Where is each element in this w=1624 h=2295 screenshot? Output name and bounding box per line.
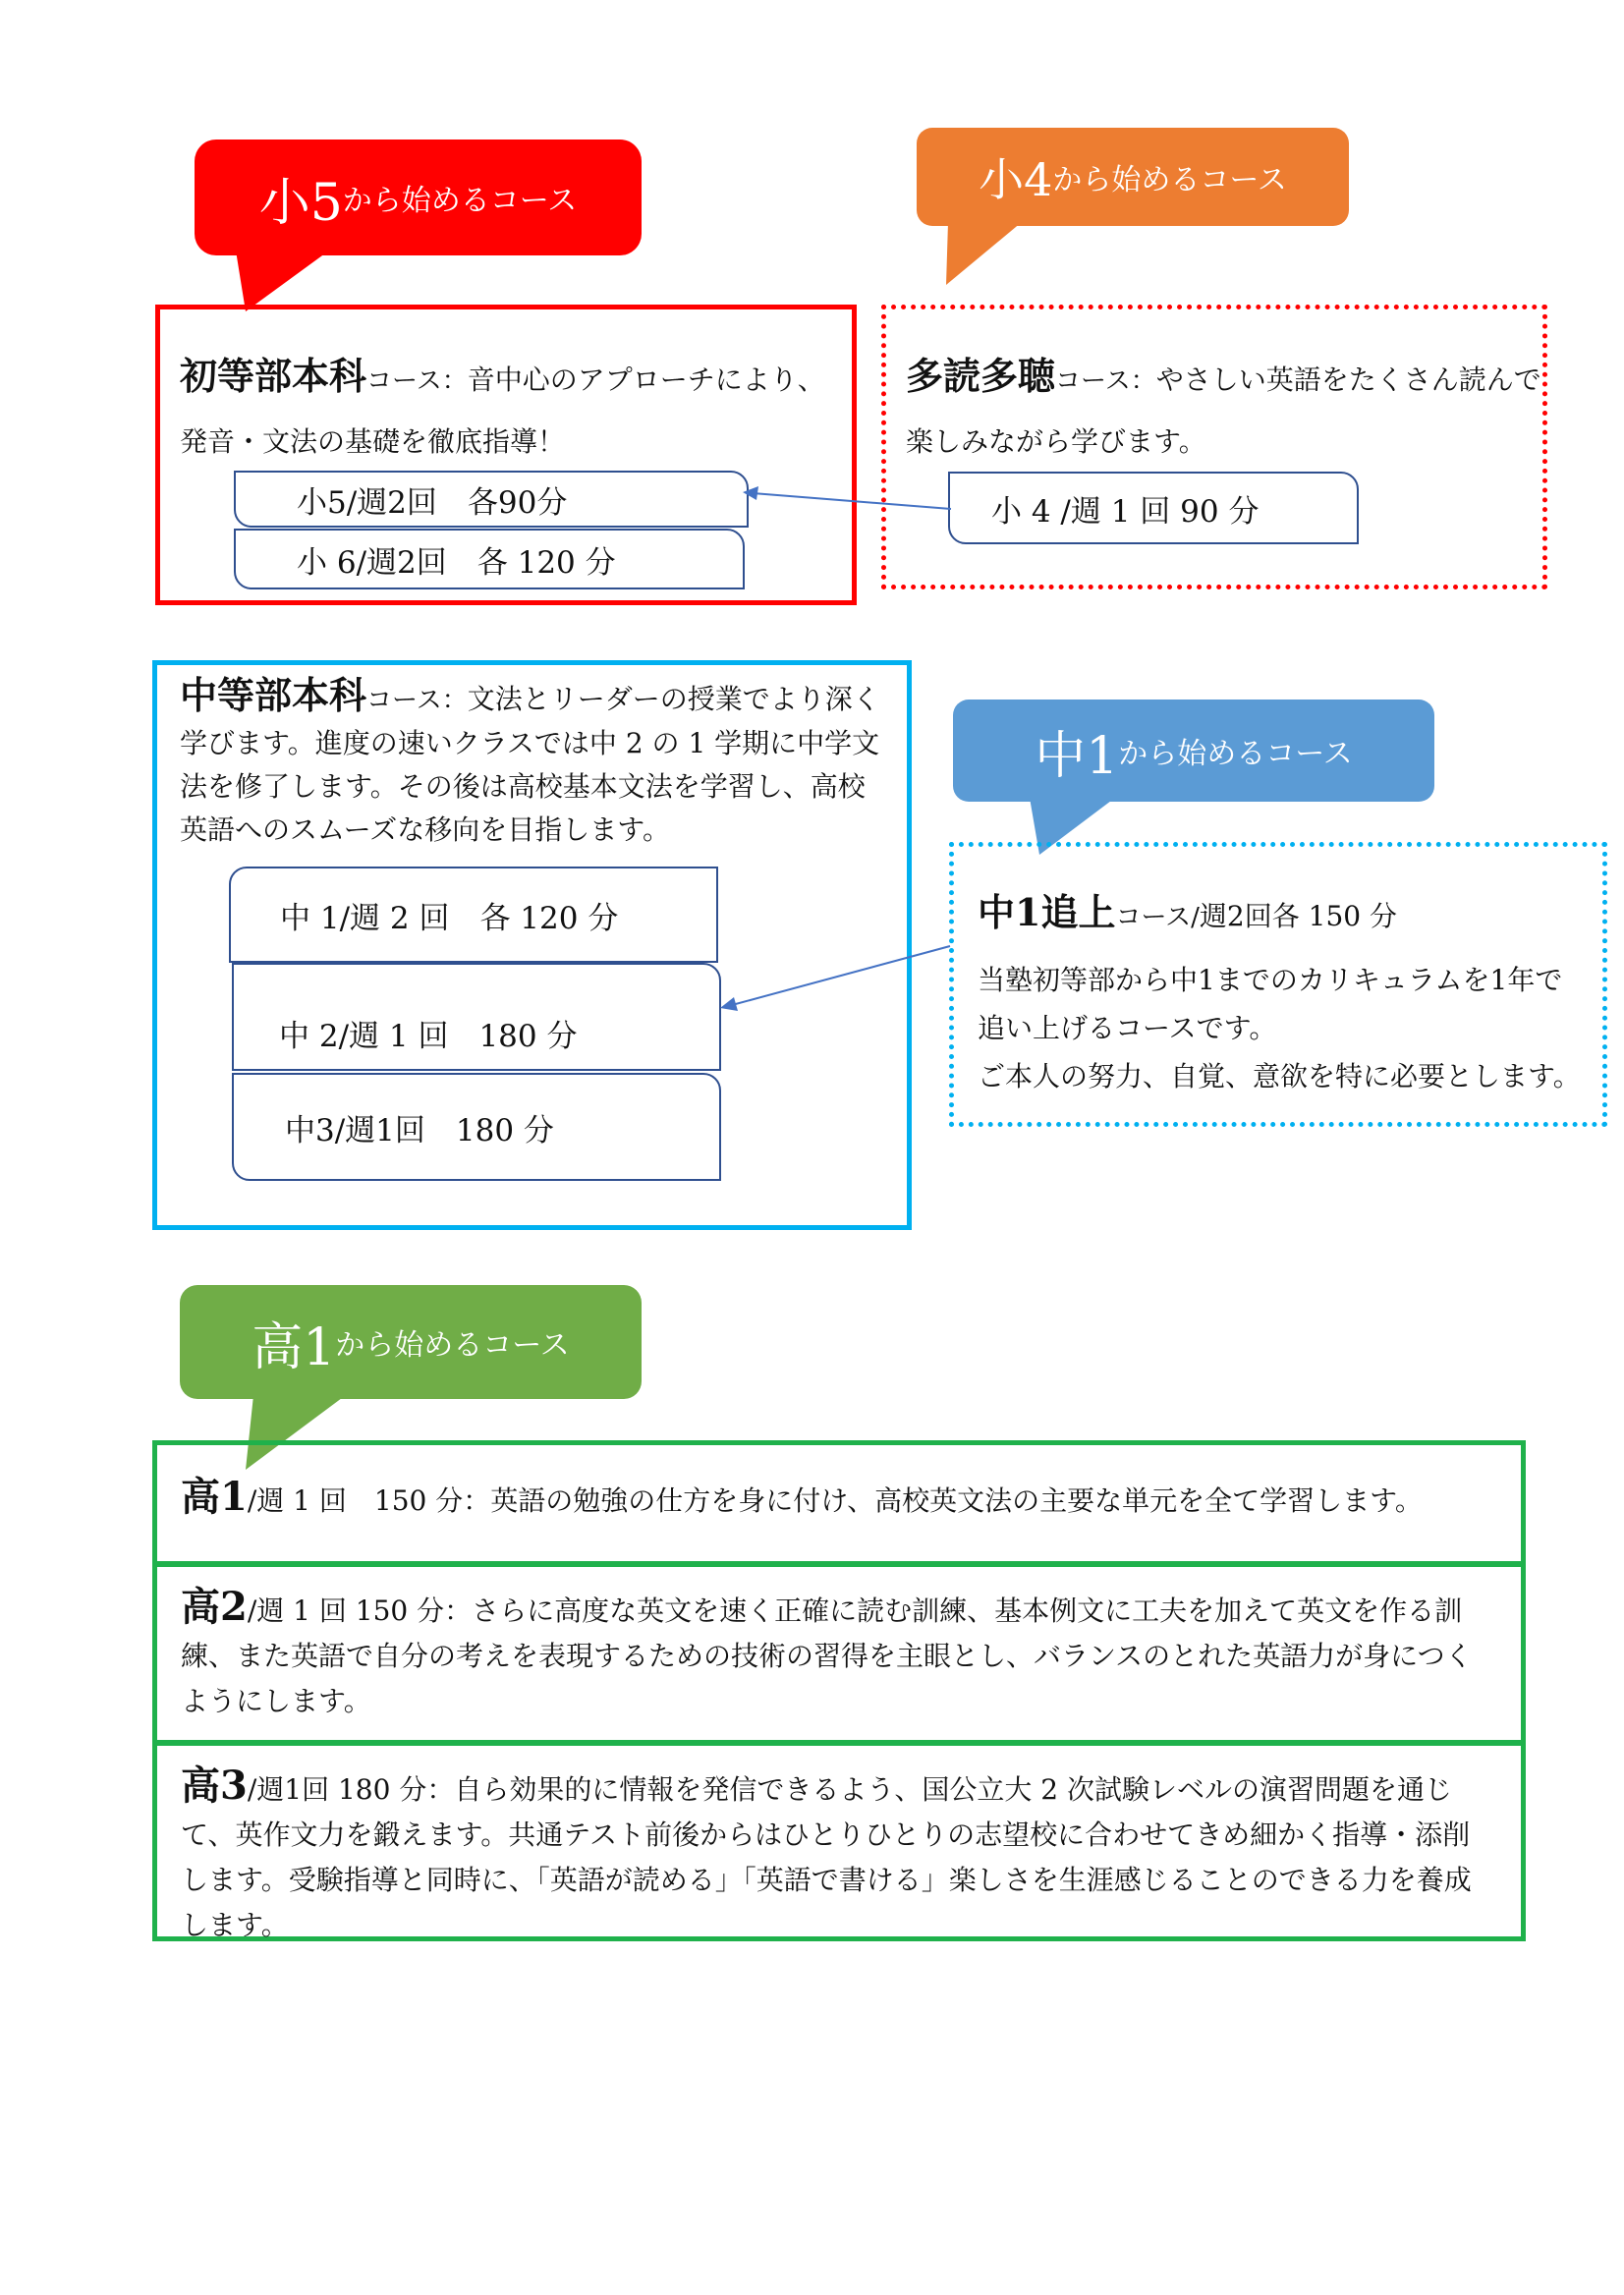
tadoku-suffix: コース： [1055, 366, 1156, 396]
chuto-pill-chu2-text: 中 2/週 1 回 180 分 [279, 1019, 578, 1054]
koko-box-k1 [152, 1440, 1526, 1566]
bubble-sho4-tail [938, 222, 1027, 291]
koko-k3-sched: /週1回 180 分： [247, 1773, 455, 1806]
chuto-pill-chu2 [232, 963, 721, 1071]
shoto-pill-sho6-text: 小 6/週2回 各 120 分 [297, 544, 616, 581]
chuto-pill-chu1-text: 中 1/週 2 回 各 120 分 [280, 900, 619, 936]
chuto-desc: 文法とリーダーの授業でより深く学びます。進度の速いクラスでは中 2 の 1 学期に中学文法を修了します。その後は高校基本文法を学習し、高校英語へのスムーズな移向を目指します。 [180, 683, 880, 846]
bubble-sho4-big: 小4 [979, 153, 1053, 206]
oiage-heading [978, 882, 1397, 938]
shoto-suffix: コース： [366, 366, 468, 396]
koko-k1-head: 高1 [181, 1474, 248, 1520]
oiage-desc1: 当塾初等部から中1までのカリキュラムを1年で [978, 964, 1563, 996]
shoto-heading [180, 346, 825, 402]
oiage-schedule: 週2回各 150 分 [1199, 900, 1397, 932]
shoto-pill-sho5 [234, 471, 749, 528]
tadoku-pill-text: 小 4 /週 1 回 90 分 [991, 493, 1260, 530]
bubble-ko1-big: 高1 [252, 1317, 336, 1377]
bubble-sho5-small: から始めるコース [342, 184, 578, 218]
koko-box-k3 [152, 1741, 1526, 1941]
oiage-desc2: 追い上げるコースです。 [978, 1012, 1277, 1044]
tadoku-pill [948, 472, 1359, 544]
arrow-sho4-to-sho5 [737, 481, 963, 521]
bubble-sho4 [917, 128, 1349, 226]
koko-k3-desc: 自ら効果的に情報を発信できるよう、国公立大 2 次試験レベルの演習問題を通じて、英作文力を鍛えます。共通テスト前後からはひとりひとりの志望校に合わせてきめ細かく指導・添削します。受験指導と同時に、「英語が読める」「英語で書ける」楽しさを生涯感じることのできる力を養成します。 [181, 1773, 1472, 1941]
shoto-desc2: 発音・文法の基礎を徹底指導！ [180, 425, 566, 458]
koko-k2-desc: さらに高度な英文を速く正確に読む訓練、基本例文に工夫を加えて英文を作る訓練、また英語で自分の考えを表現するための技術の習得を主眼とし、バランスのとれた英語力が身につくようにします。 [181, 1595, 1473, 1717]
chuto-title: 中等部本科 [180, 673, 367, 717]
bubble-sho5 [195, 140, 642, 255]
koko-k2-sched: /週 1 回 150 分： [247, 1595, 473, 1627]
tadoku-desc1: やさしい英語をたくさん読んで [1155, 364, 1541, 396]
shoto-pill-sho5-text: 小5/週2回 各90分 [297, 484, 568, 521]
chuto-suffix: コース： [366, 686, 468, 715]
bubble-sho4-small: から始めるコース [1052, 163, 1287, 197]
tadoku-heading [906, 346, 1541, 402]
koko-k2-head: 高2 [181, 1584, 248, 1630]
chuto-pill-chu3 [232, 1073, 721, 1181]
arrow-oiage-to-chu2 [712, 938, 958, 1017]
shoto-pill-sho6 [234, 529, 745, 589]
bubble-chu1 [953, 700, 1434, 802]
bubble-sho5-big: 小5 [258, 173, 343, 233]
koko-box-k2 [152, 1562, 1526, 1745]
koko-k3-head: 高3 [181, 1763, 248, 1809]
bubble-chu1-big: 中1 [1035, 726, 1119, 786]
koko-k1-sched: /週 1 回 150 分： [247, 1484, 491, 1517]
bubble-ko1-small: から始めるコース [335, 1328, 570, 1363]
shoto-desc1: 音中心のアプローチにより、 [467, 364, 825, 396]
koko-k1-desc: 英語の勉強の仕方を身に付け、高校英文法の主要な単元を全て学習します。 [490, 1484, 1423, 1517]
oiage-desc3: ご本人の努力、自覚、意欲を特に必要とします。 [978, 1060, 1581, 1092]
oiage-title: 中1追上 [978, 890, 1116, 934]
bubble-ko1 [180, 1285, 642, 1399]
chuto-pill-chu1 [229, 867, 718, 963]
chuto-text [180, 674, 891, 852]
tadoku-title: 多読多聴 [906, 354, 1056, 398]
shoto-title: 初等部本科 [180, 354, 367, 398]
tadoku-desc2: 楽しみながら学びます。 [906, 425, 1206, 458]
chuto-pill-chu3-text: 中3/週1回 180 分 [285, 1112, 554, 1148]
bubble-chu1-small: から始めるコース [1118, 737, 1353, 771]
oiage-suffix: コース/ [1115, 903, 1200, 932]
